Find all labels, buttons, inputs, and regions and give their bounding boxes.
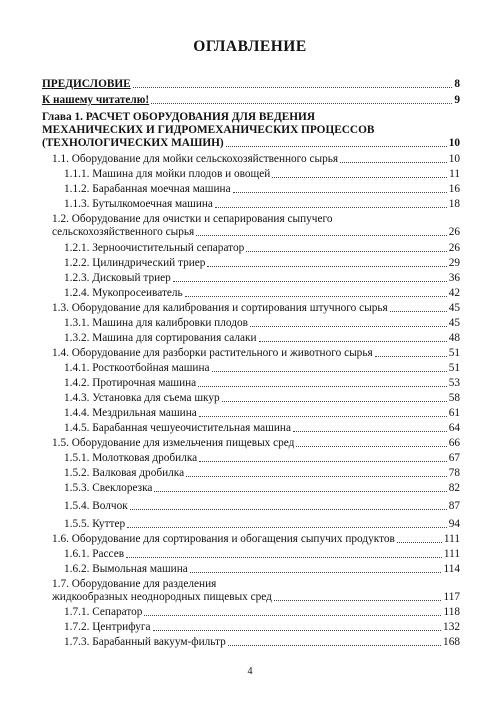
toc-entry-label: 1.5.3. Свеклорезка <box>64 482 153 494</box>
toc-entry[interactable] <box>52 533 460 546</box>
leader-dots <box>133 87 453 88</box>
toc-entry[interactable] <box>64 198 460 211</box>
toc-entry[interactable] <box>64 272 460 285</box>
toc-entry[interactable] <box>64 332 460 345</box>
toc-entry-label: 1.5. Оборудование для измельчения пищевых сред <box>52 437 295 449</box>
leader-dots <box>272 177 447 178</box>
toc-entry[interactable] <box>64 518 460 531</box>
toc-entry-label: 1.1.1. Машина для мойки плодов и овощей <box>64 168 271 180</box>
leader-dots <box>293 431 447 432</box>
toc-entry[interactable] <box>64 257 460 270</box>
leader-dots <box>198 386 447 387</box>
toc-entry-label: 1.7.1. Сепаратор <box>64 606 143 618</box>
toc-entry-page: 18 <box>448 198 460 210</box>
toc-entry-heading-line: Глава 1. РАСЧЕТ ОБОРУДОВАНИЯ ДЛЯ ВЕДЕНИЯ <box>42 111 315 123</box>
toc-entry-label: 1.5.4. Волчок <box>64 500 128 512</box>
toc-entry-page: 132 <box>443 621 460 633</box>
toc-entry[interactable] <box>64 467 460 480</box>
toc-entry-page: 11 <box>449 168 460 180</box>
toc-entry[interactable] <box>64 452 460 465</box>
toc-entry-page: 111 <box>443 548 460 560</box>
leader-dots <box>173 281 447 282</box>
toc-entry-label: (ТЕХНОЛОГИЧЕСКИХ МАШИН) <box>42 137 224 149</box>
toc-entry[interactable] <box>64 422 460 435</box>
toc-entry-label: ПРЕДИСЛОВИЕ <box>42 78 131 90</box>
leader-dots <box>144 615 441 616</box>
toc-entry-page: 9 <box>454 94 460 106</box>
toc-entry-label: 1.2.1. Зерноочистительный сепаратор <box>64 242 245 254</box>
toc-entry[interactable] <box>42 78 460 91</box>
toc-entry-page: 26 <box>448 242 460 254</box>
toc-entry-label: жидкообразных неоднородных пищевых сред <box>52 591 272 603</box>
toc-entry-label: 1.5.5. Куттер <box>64 518 126 530</box>
toc-entry[interactable] <box>64 183 460 196</box>
toc-entry[interactable] <box>52 153 460 166</box>
leader-dots <box>199 461 447 462</box>
toc-entry-page: 67 <box>448 452 460 464</box>
toc-entry-page: 51 <box>448 362 460 374</box>
toc-entry-page: 58 <box>448 392 460 404</box>
toc-entry-page: 53 <box>448 377 460 389</box>
toc-entry-page: 42 <box>448 287 460 299</box>
leader-dots <box>154 491 446 492</box>
toc-entry-page: 36 <box>448 272 460 284</box>
toc-entry-page: 29 <box>448 257 460 269</box>
toc-entry-page: 82 <box>448 482 460 494</box>
leader-dots <box>222 401 447 402</box>
toc-entry-page: 45 <box>448 302 460 314</box>
toc-entry[interactable] <box>42 94 460 107</box>
leader-dots <box>228 645 441 646</box>
toc-entry[interactable] <box>64 500 460 513</box>
leader-dots <box>212 371 447 372</box>
toc-entry-page: 168 <box>443 636 460 648</box>
toc-entry-page: 45 <box>448 317 460 329</box>
toc-entry[interactable] <box>64 621 460 634</box>
leader-dots <box>186 476 447 477</box>
leader-dots <box>259 341 447 342</box>
toc-entry[interactable] <box>52 213 460 239</box>
leader-dots <box>127 527 447 528</box>
toc-entry[interactable] <box>64 242 460 255</box>
toc-entry[interactable] <box>64 287 460 300</box>
toc-entry-label: 1.3.1. Машина для калибровки плодов <box>64 317 248 329</box>
toc-entry[interactable] <box>64 482 460 495</box>
toc-entry-label: 1.6.1. Рассев <box>64 548 125 560</box>
leader-dots <box>207 266 446 267</box>
toc-entry[interactable] <box>64 636 460 649</box>
toc-entry-label: 1.2.4. Мукопросеиватель <box>64 287 183 299</box>
toc-entry-page: 87 <box>448 500 460 512</box>
toc-entry[interactable] <box>64 563 460 576</box>
toc-entry-page: 118 <box>443 606 460 618</box>
leader-dots <box>274 600 442 601</box>
leader-dots <box>390 311 447 312</box>
toc-entry[interactable] <box>64 606 460 619</box>
toc-entry-page: 61 <box>448 407 460 419</box>
toc-entry[interactable] <box>64 377 460 390</box>
toc-entry-page: 16 <box>448 183 460 195</box>
toc-entry-page: 10 <box>448 137 460 149</box>
toc-entry-label: 1.1.2. Барабанная моечная машина <box>64 183 231 195</box>
leader-dots <box>233 192 447 193</box>
toc-entry-label: 1.1. Оборудование для мойки сельскохозяйственного сырья <box>52 153 339 165</box>
leader-dots <box>130 509 447 510</box>
toc-entry-page: 94 <box>448 518 460 530</box>
toc-entry-page: 117 <box>443 591 460 603</box>
toc-entry-page: 66 <box>448 437 460 449</box>
leader-dots <box>126 557 442 558</box>
page-title: ОГЛАВЛЕНИЕ <box>193 38 307 55</box>
toc-entry-heading-line: 1.2. Оборудование для очистки и сепарирования сыпучего <box>52 213 333 225</box>
toc-entry-label: 1.2.3. Дисковый триер <box>64 272 171 284</box>
leader-dots <box>340 162 447 163</box>
toc-entry-page: 64 <box>448 422 460 434</box>
leader-dots <box>215 207 447 208</box>
toc-entry[interactable] <box>64 407 460 420</box>
leader-dots <box>250 326 447 327</box>
toc-entry[interactable] <box>52 347 460 360</box>
toc-entry-page: 114 <box>443 563 460 575</box>
leader-dots <box>151 103 452 104</box>
toc-entry-label: 1.4. Оборудование для разборки растительного и животного сырья <box>52 347 373 359</box>
toc-entry-page: 78 <box>448 467 460 479</box>
toc-entry-label: 1.4.1. Росткоотбойная машина <box>64 362 210 374</box>
toc-entry-page: 10 <box>448 153 460 165</box>
toc-entry-label: 1.2.2. Цилиндрический триер <box>64 257 206 269</box>
toc-entry-label: 1.4.2. Протирочная машина <box>64 377 197 389</box>
leader-dots <box>199 416 447 417</box>
toc-entry-label: 1.3.2. Машина для сортирования салаки <box>64 332 257 344</box>
toc-entry[interactable] <box>64 317 460 330</box>
leader-dots <box>190 572 442 573</box>
toc-entry-label: 1.4.4. Мездрильная машина <box>64 407 197 419</box>
toc-entry-label: сельскохозяйственного сырья <box>52 226 195 238</box>
toc-entry-label: К нашему читателю! <box>42 94 150 106</box>
toc-entry-page: 48 <box>448 332 460 344</box>
toc-entry[interactable] <box>64 168 460 181</box>
leader-dots <box>397 542 442 543</box>
toc-entry-page: 111 <box>443 533 460 545</box>
toc-entry-page: 51 <box>448 347 460 359</box>
toc-entry-page: 26 <box>448 226 460 238</box>
leader-dots <box>375 356 447 357</box>
toc-entry-label: 1.7.3. Барабанный вакуум-фильтр <box>64 636 226 648</box>
leader-dots <box>296 446 446 447</box>
toc-entry-page: 8 <box>454 78 460 90</box>
toc-entry-heading-line: 1.7. Оборудование для разделения <box>52 578 217 590</box>
toc-entry[interactable] <box>42 111 460 150</box>
leader-dots <box>226 146 447 147</box>
leader-dots <box>153 630 441 631</box>
page-number-footer: 4 <box>247 666 253 677</box>
toc-entry[interactable] <box>64 392 460 405</box>
toc-entry-label: 1.3. Оборудование для калибрования и сортирования штучного сырья <box>52 302 388 314</box>
toc-entry-label: 1.6. Оборудование для сортирования и обогащения сыпучих продуктов <box>52 533 395 545</box>
leader-dots <box>196 235 446 236</box>
leader-dots <box>246 251 446 252</box>
toc-entry[interactable] <box>52 302 460 315</box>
toc-entry[interactable] <box>64 362 460 375</box>
toc-entry-label: 1.4.3. Установка для съема шкур <box>64 392 220 404</box>
toc-entry-label: 1.5.1. Молотковая дробилка <box>64 452 198 464</box>
toc-entry-label: 1.4.5. Барабанная чешуеочистительная машина <box>64 422 291 434</box>
toc-entry-label: 1.7.2. Центрифуга <box>64 621 151 633</box>
toc-entry[interactable] <box>52 578 460 604</box>
toc-entry-label: 1.6.2. Вымольная машина <box>64 563 188 575</box>
toc-entry-heading-line: МЕХАНИЧЕСКИХ И ГИДРОМЕХАНИЧЕСКИХ ПРОЦЕССОВ <box>42 124 375 136</box>
toc-entry-label: 1.1.3. Бутылкомоечная машина <box>64 198 213 210</box>
toc-entry-label: 1.5.2. Валковая дробилка <box>64 467 185 479</box>
toc-entry[interactable] <box>64 548 460 561</box>
toc-entry[interactable] <box>52 437 460 450</box>
leader-dots <box>185 296 447 297</box>
